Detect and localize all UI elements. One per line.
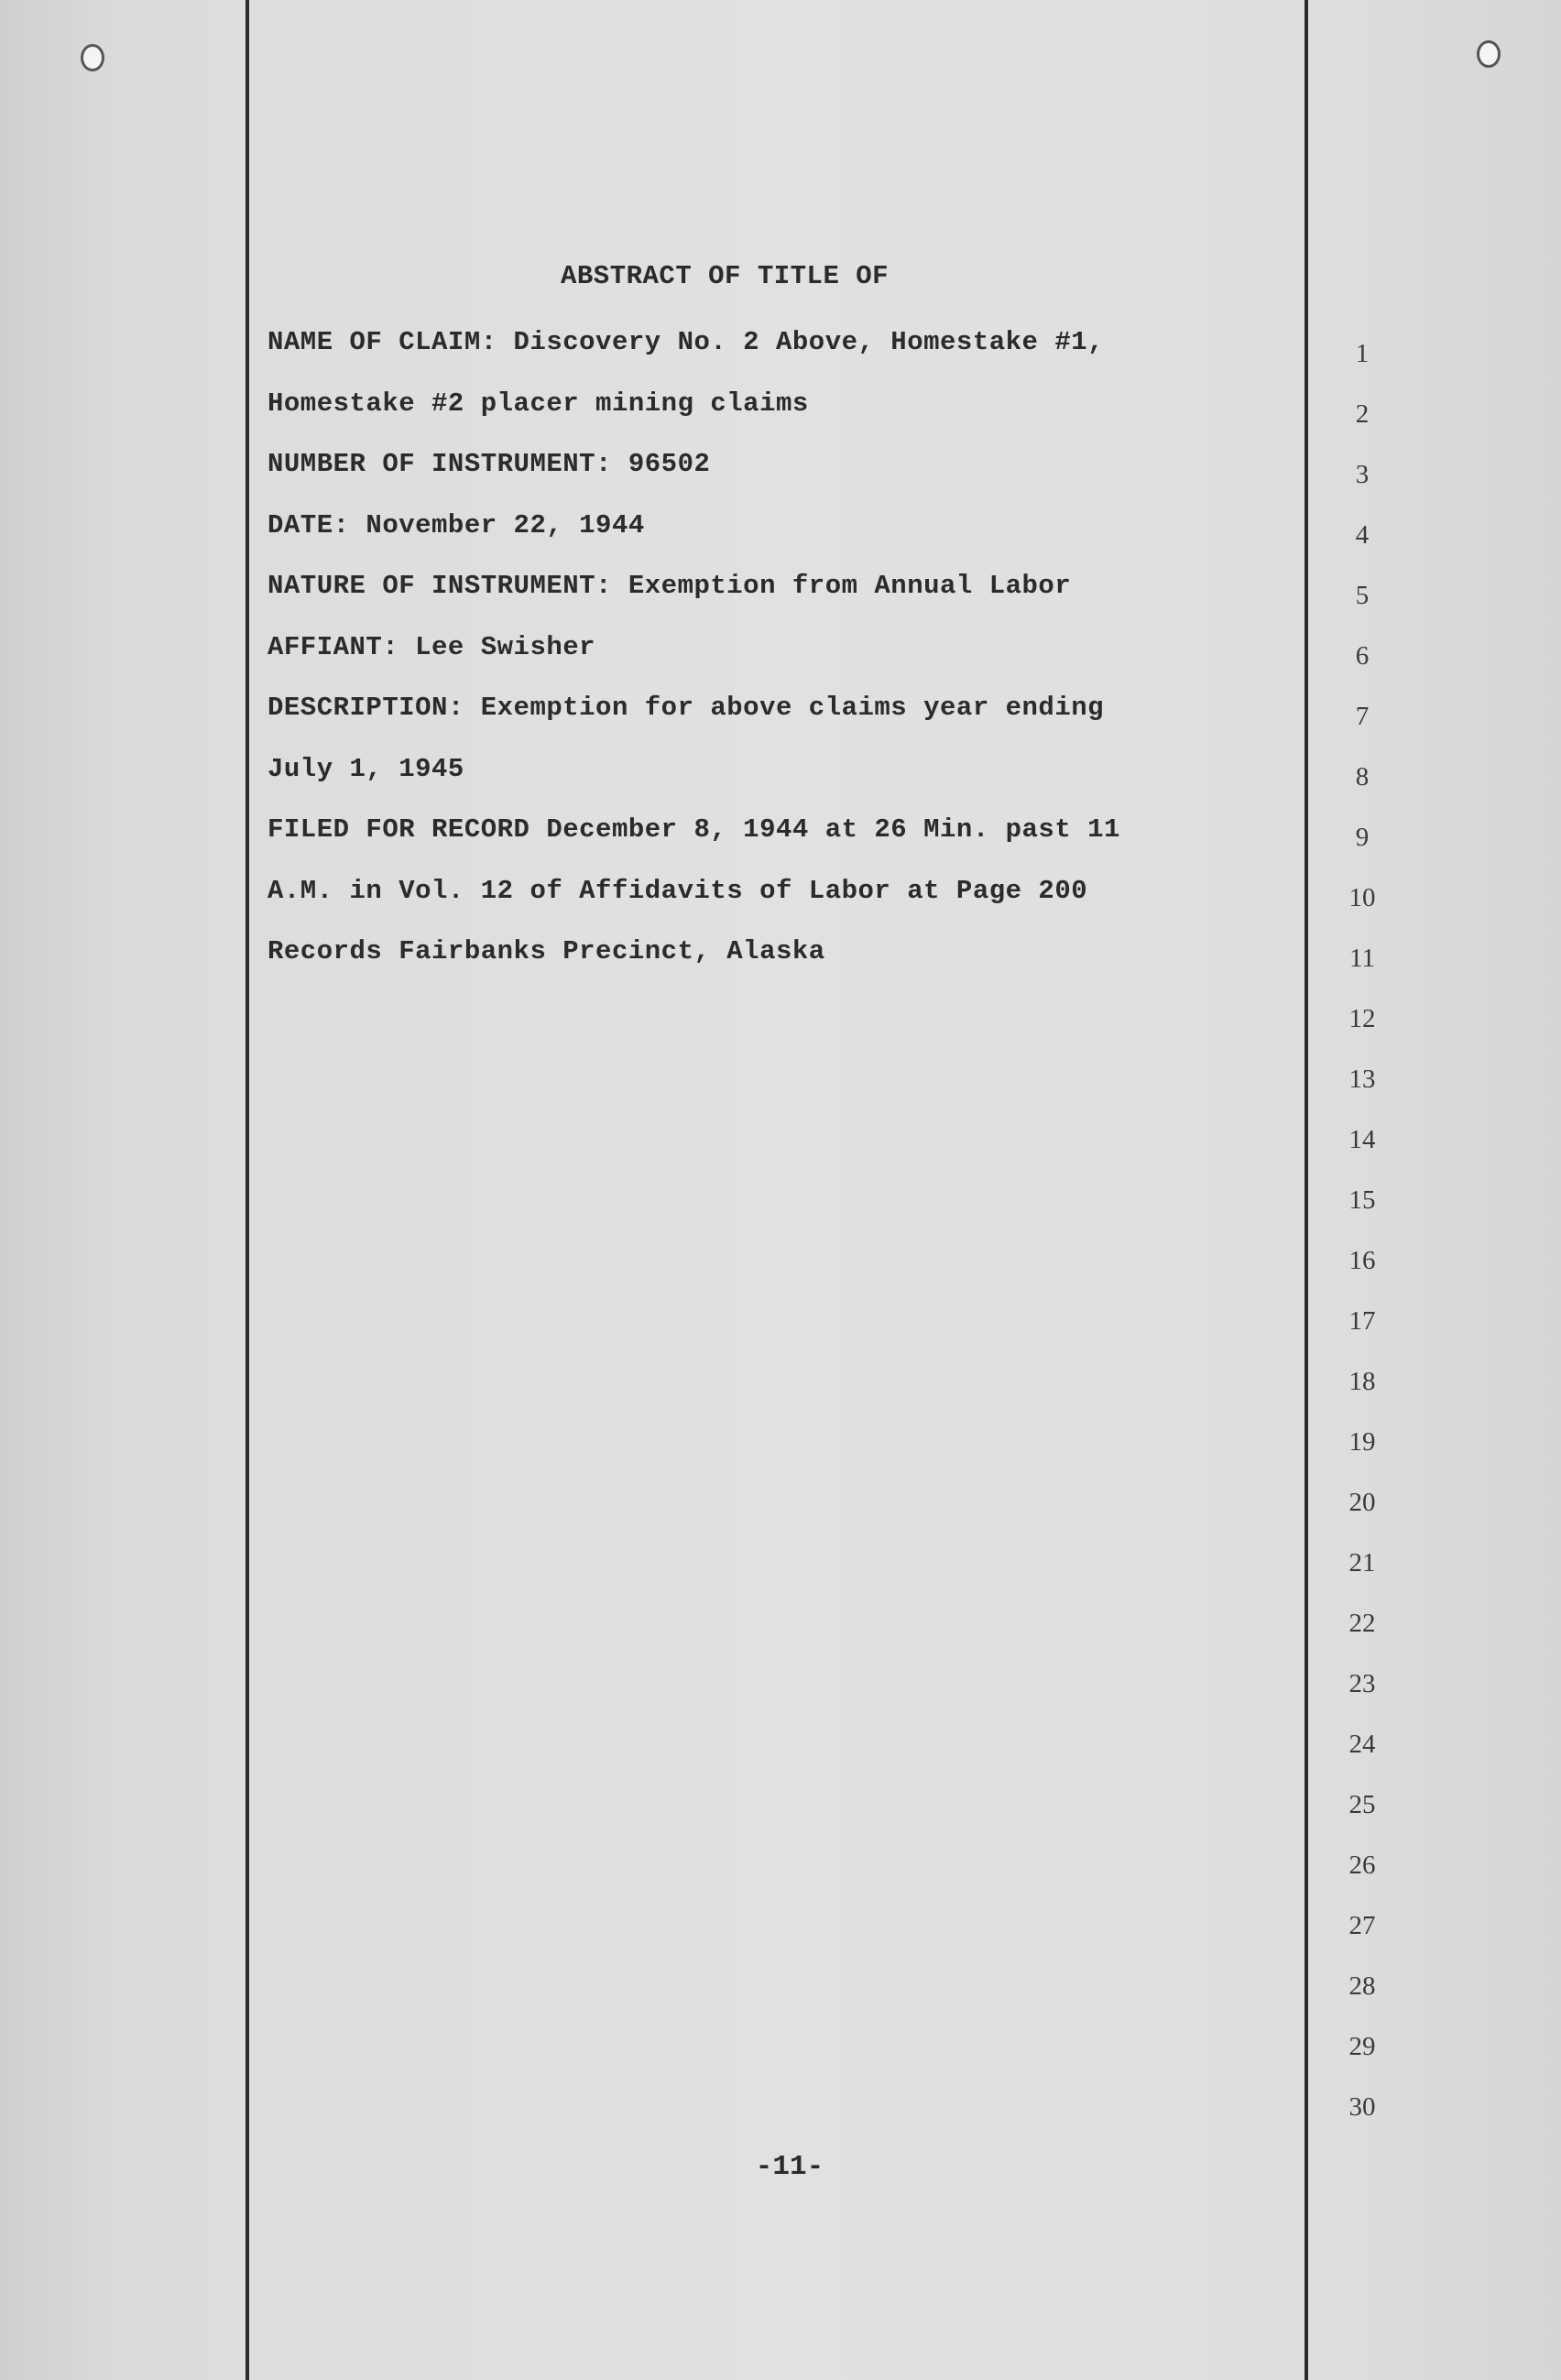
punch-hole-left: [81, 44, 104, 71]
body-line: A.M. in Vol. 12 of Affidavits of Labor at Page 200: [267, 876, 1088, 906]
right-margin-rule: [1304, 0, 1308, 2380]
left-margin-rule: [246, 0, 249, 2380]
body-line: NATURE OF INSTRUMENT: Exemption from Annual Labor: [267, 571, 1072, 601]
body-line: Homestake #2 placer mining claims: [267, 388, 809, 419]
body-line: NAME OF CLAIM: Discovery No. 2 Above, Homestake #1,: [267, 327, 1105, 357]
body-line: AFFIANT: Lee Swisher: [267, 632, 596, 662]
line-number: 21: [1348, 1548, 1376, 1578]
line-number: 14: [1348, 1125, 1376, 1154]
line-number: 7: [1355, 702, 1370, 731]
line-number: 5: [1355, 581, 1370, 610]
line-number: 28: [1348, 1971, 1376, 2001]
body-line: FILED FOR RECORD December 8, 1944 at 26 Min. past 11: [267, 814, 1120, 845]
line-number: 6: [1355, 641, 1370, 671]
line-number: 29: [1348, 2032, 1376, 2061]
line-number: 10: [1348, 883, 1376, 912]
line-number: 16: [1348, 1246, 1376, 1275]
body-line: DATE: November 22, 1944: [267, 510, 645, 540]
punch-hole-right: [1477, 40, 1501, 68]
line-number: 24: [1348, 1730, 1376, 1759]
line-number: 11: [1349, 944, 1375, 973]
document-title: ABSTRACT OF TITLE OF: [561, 261, 890, 291]
line-number: 30: [1348, 2092, 1376, 2122]
line-number: 3: [1355, 460, 1370, 489]
line-number: 8: [1355, 762, 1370, 792]
line-number: 12: [1348, 1004, 1376, 1033]
line-number: 27: [1348, 1911, 1376, 1940]
line-number: 19: [1348, 1427, 1376, 1457]
line-number: 1: [1355, 339, 1370, 368]
page-number: -11-: [755, 2151, 824, 2183]
line-number: 9: [1355, 823, 1370, 852]
line-number: 20: [1348, 1488, 1376, 1517]
line-number: 22: [1348, 1609, 1376, 1638]
body-line: DESCRIPTION: Exemption for above claims year ending: [267, 693, 1105, 723]
line-number: 18: [1348, 1367, 1376, 1396]
line-number: 26: [1348, 1851, 1376, 1880]
line-number: 15: [1348, 1185, 1376, 1215]
line-number: 4: [1355, 520, 1370, 550]
line-number: 25: [1348, 1790, 1376, 1819]
body-line: July 1, 1945: [267, 754, 464, 784]
line-number: 17: [1348, 1306, 1376, 1336]
line-number: 13: [1348, 1064, 1376, 1094]
line-number: 2: [1355, 399, 1370, 429]
line-number: 23: [1348, 1669, 1376, 1698]
body-line: Records Fairbanks Precinct, Alaska: [267, 936, 825, 966]
body-line: NUMBER OF INSTRUMENT: 96502: [267, 449, 711, 479]
